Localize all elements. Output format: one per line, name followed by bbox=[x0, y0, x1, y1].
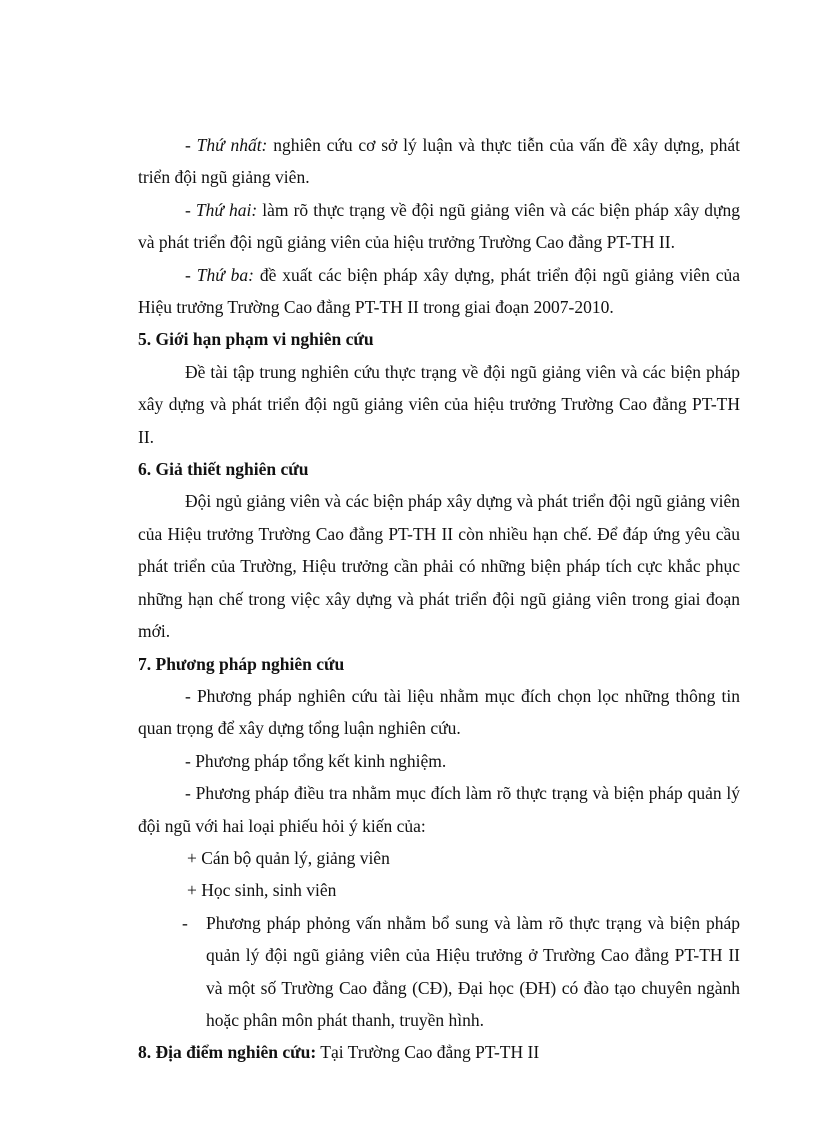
method-interview-text: Phương pháp phỏng vấn nhằm bổ sung và làm rõ thực trạng và biện pháp quản lý đội ngũ giảng viên của Hiệu trưởng ở Trường Cao đẳng PT-TH II và một số Trường Cao đẳng (CĐ), Đại học (ĐH) có đào tạo chuyên ngành hoặc phân môn phát thanh, truyền hình. bbox=[206, 912, 740, 1030]
section-8-heading: 8. Địa điểm nghiên cứu: bbox=[138, 1042, 317, 1063]
survey-group-staff: + Cán bộ quản lý, giảng viên bbox=[187, 847, 390, 868]
objective-second-label: Thứ hai: bbox=[195, 199, 258, 220]
method-document-research: - Phương pháp nghiên cứu tài liệu nhằm mục đích chọn lọc những thông tin quan trọng để xây dựng tổng luận nghiên cứu. bbox=[138, 685, 740, 739]
section-6-body: Đội ngủ giảng viên và các biện pháp xây dựng và phát triển đội ngũ giảng viên của Hiệu trưởng Trường Cao đẳng PT-TH II còn nhiều hạn chế. Để đáp ứng yêu cầu phát triển của Trường, Hiệu trưởng cần phải có những biện pháp tích cực khắc phục những hạn chế trong việc xây dựng và phát triển đội ngũ giảng viên trong giai đoạn mới. bbox=[138, 491, 740, 642]
objective-third-label: Thứ ba: bbox=[196, 264, 254, 285]
document-body bbox=[138, 129, 740, 1069]
section-8-body: Tại Trường Cao đẳng PT-TH II bbox=[320, 1042, 540, 1063]
section-5-body: Đề tài tập trung nghiên cứu thực trạng về đội ngũ giảng viên và các biện pháp xây dựng và phát triển đội ngũ giảng viên của hiệu trưởng Trường Cao đẳng PT-TH II. bbox=[138, 361, 740, 447]
objective-first-text: nghiên cứu cơ sở lý luận và thực tiễn của vấn đề xây dựng, phát triển đội ngũ giảng viên. bbox=[138, 135, 740, 188]
objective-first-label: Thứ nhất: bbox=[196, 135, 268, 155]
section-6-heading: 6. Giả thiết nghiên cứu bbox=[138, 459, 309, 480]
method-interview bbox=[138, 907, 740, 1037]
objective-second-text: làm rõ thực trạng về đội ngũ giảng viên và các biện pháp xây dựng và phát triển đội ngũ giảng viên của hiệu trưởng Trường Cao đẳng PT-TH II. bbox=[138, 199, 741, 253]
dash-marker: - bbox=[182, 912, 188, 933]
objective-third: - Thứ ba: đề xuất các biện pháp xây dựng, phát triển đội ngũ giảng viên của Hiệu trưởng Trường Cao đẳng PT-TH II trong giai đoạn 2007-2010. bbox=[138, 264, 741, 318]
section-8 bbox=[138, 1036, 740, 1068]
method-survey: - Phương pháp điều tra nhằm mục đích làm rõ thực trạng và biện pháp quản lý đội ngũ với hai loại phiếu hỏi ý kiến của: bbox=[138, 783, 740, 836]
section-5-heading: 5. Giới hạn phạm vi nghiên cứu bbox=[138, 329, 374, 350]
objective-second: - Thứ hai: làm rõ thực trạng về đội ngũ giảng viên và các biện pháp xây dựng và phát triển đội ngũ giảng viên của hiệu trưởng Trường Cao đẳng PT-TH II. bbox=[138, 199, 741, 253]
survey-group-students: + Học sinh, sinh viên bbox=[187, 880, 337, 901]
method-experience-summary: - Phương pháp tổng kết kinh nghiệm. bbox=[185, 750, 447, 771]
section-7-heading: 7. Phương pháp nghiên cứu bbox=[138, 653, 345, 674]
objective-third-text: đề xuất các biện pháp xây dựng, phát triển đội ngũ giảng viên của Hiệu trưởng Trường Cao đẳng PT-TH II trong giai đoạn 2007-2010. bbox=[138, 264, 741, 318]
objective-first: - Thứ nhất: nghiên cứu cơ sở lý luận và thực tiễn của vấn đề xây dựng, phát triển đội ngũ giảng viên. bbox=[138, 135, 740, 188]
